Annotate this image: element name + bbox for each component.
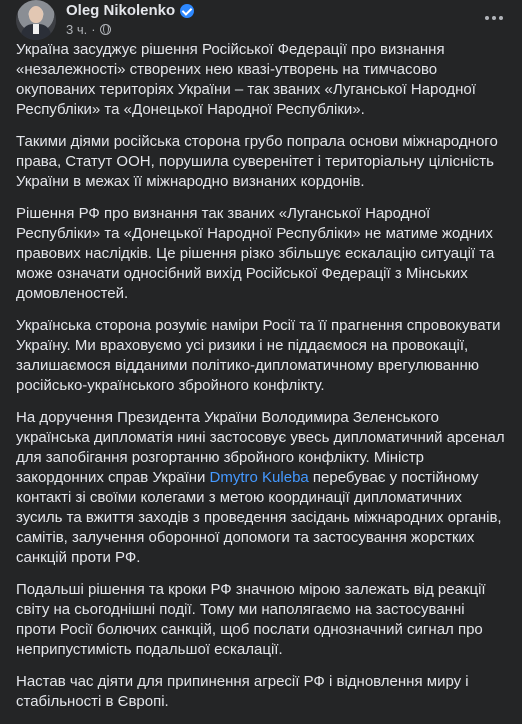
author-name-row — [66, 2, 194, 19]
post-paragraph-2: Такими діями російська сторона грубо попрала основи міжнародного права, Статут ООН, порушила суверенітет і територіальну цілісність України в межах її міжнародно визнаних кордонів. — [16, 133, 498, 190]
avatar-face — [29, 6, 43, 23]
post-header — [0, 0, 522, 44]
post-paragraph-1: Україна засуджує рішення Російської Федерації про визнання «незалежності» створених нею квазі-утворень на тимчасово окупованих територіях України – так званих «Луганської Народної Республіки» та «Донецької Народної Республіки». — [16, 41, 476, 118]
more-dot-icon — [485, 16, 489, 20]
more-options-button[interactable] — [478, 2, 510, 34]
author-name[interactable]: Oleg Nikolenko — [66, 2, 176, 19]
meta-separator: · — [91, 22, 96, 37]
p5-text-before: На доручення Президента України Володимира Зеленського українська дипломатія нині застосовує увесь дипломатичний арсенал для запобігання розгортанню збройного конфлікту. Міністр закордонних справ України — [16, 409, 505, 486]
verified-badge-icon — [180, 4, 194, 18]
post-content — [16, 40, 506, 724]
post-paragraph-7: Настав час діяти для припинення агресії РФ і відновлення миру і стабільності в Європі. — [16, 673, 469, 710]
mention-link-dmytro-kuleba[interactable]: Dmytro Kuleba — [209, 469, 309, 486]
avatar-shirt — [33, 24, 39, 34]
post-meta — [66, 22, 111, 37]
globe-icon[interactable] — [100, 24, 111, 35]
post-paragraph-4: Українська сторона розуміє наміри Росії та її прагнення спровокувати Україну. Ми враховуємо усі ризики і не піддаємося на провокації, залишаємося відданими політико-дипломатичному врегулюванню російсько-українського збройного конфлікту. — [16, 317, 501, 394]
post-paragraph-5 — [16, 408, 506, 568]
more-dot-icon — [499, 16, 503, 20]
post-paragraph-3: Рішення РФ про визнання так званих «Луганської Народної Республіки» та «Донецької Народної Республіки» не матиме жодних правових наслідків. Це рішення різко збільшує ескалацію ситуації та може означати односібний вихід Російської Федерації з Мінських домовленостей. — [16, 205, 495, 302]
author-avatar[interactable] — [16, 0, 56, 40]
post-time[interactable]: 3 ч. — [66, 22, 88, 37]
post-paragraph-6: Подальші рішення та кроки РФ значною мірою залежать від реакції світу на сьогоднішні події. Тому ми наполягаємо на застосуванні проти Росії болючих санкцій, щоб послати однозначний сигнал про неприпустимість подальшої ескалації. — [16, 581, 486, 658]
more-dot-icon — [492, 16, 496, 20]
p5-text-after: перебуває у постійному контакті зі своїми колегами з метою координації дипломатичних зусиль та вжиття заходів з проведення засідань міжнародних органів, самітів, залучення оборонної допомоги та застосування жорстких санкцій проти РФ. — [16, 469, 502, 566]
